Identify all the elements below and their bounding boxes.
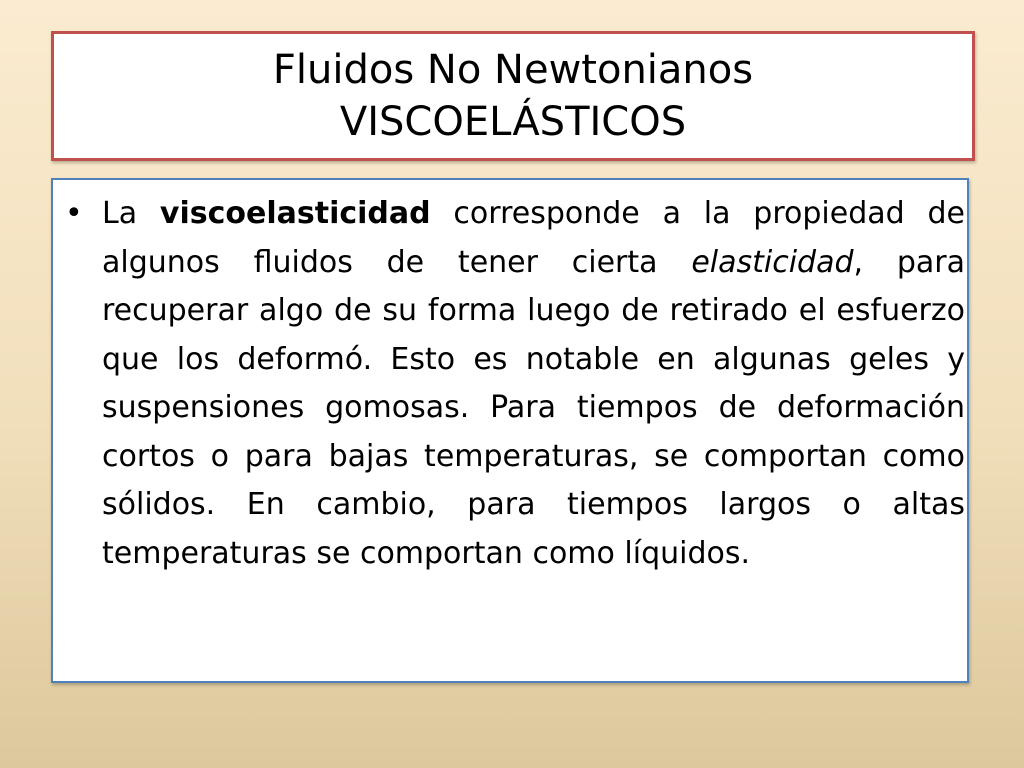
text-segment: corresponde a la propiedad de algunos fluidos de tener cierta [102,196,965,280]
bold-term: viscoelasticidad [159,196,431,231]
bullet-paragraph [102,190,965,578]
slide-title-line-1: Fluidos No Newtonianos [272,47,754,93]
bullet-icon: • [65,196,83,231]
text-segment: , para recuperar algo de su forma luego de retirado el esfuerzo que los deformó. Esto es notable en algunas geles y suspensiones gomosas. Para tiempos de deformación cortos o para bajas temperaturas, se comportan como sólidos. En cambio, para tiempos largos o altas temperaturas se comportan como líquidos. [102,244,965,571]
slide-title-box [51,31,975,161]
slide-title-line-2: VISCOELÁSTICOS [339,99,687,145]
content-box [51,178,969,683]
italic-term: elasticidad [691,244,854,280]
text-segment: La [102,196,160,231]
